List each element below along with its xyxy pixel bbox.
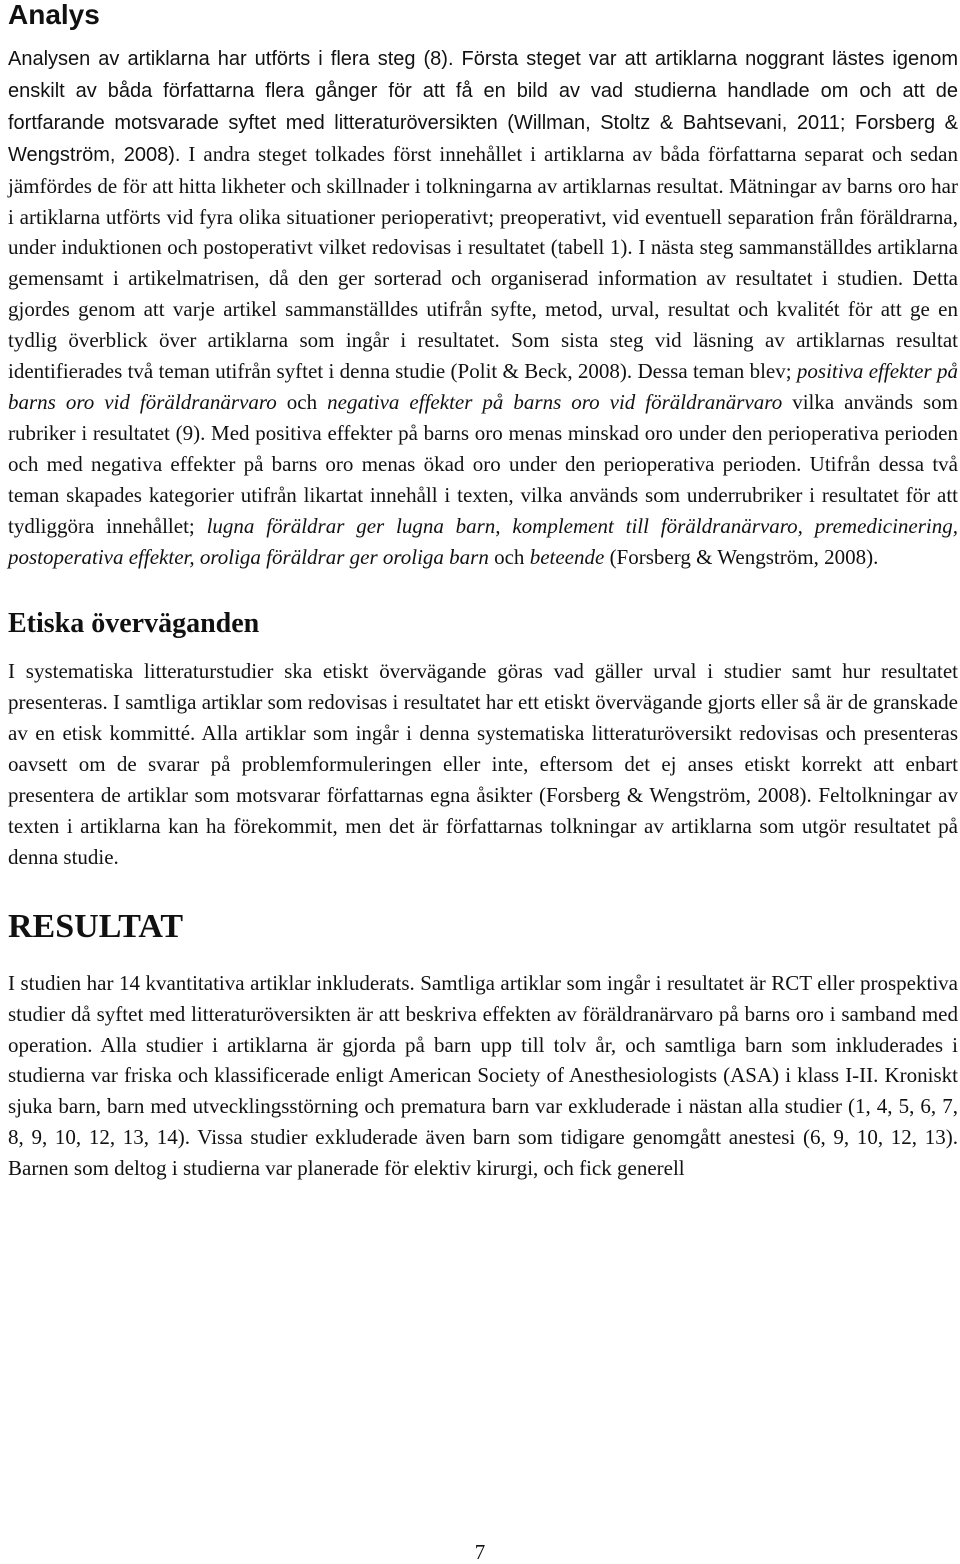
category-last: beteende xyxy=(529,544,605,569)
conjunction: och xyxy=(276,389,328,414)
section-heading-etiska: Etiska överväganden xyxy=(8,608,260,640)
analys-paragraph xyxy=(8,43,958,572)
theme-negative: negativa effekter på barns oro vid föräldranärvaro xyxy=(327,389,783,414)
section-heading-analys: Analys xyxy=(8,0,100,30)
section-heading-resultat: RESULTAT xyxy=(8,907,184,945)
analys-text-sans: Analysen av artiklarna har utförts i flera steg (8). Första steget var att artiklarna noggrant lästes igenom enskilt av båda författarna flera gånger för att få en bild av vad studierna handlade om och att de fortfarande motsvarade syftet med litteraturöversikten (Willman, Stoltz & Bahtsevani, 2011; Forsberg & Wengström, 2008). xyxy=(8,48,958,166)
category-list: lugna föräldrar ger lugna barn, komplement till föräldranärvaro, premedicinering, postoperativa effekter, oroliga föräldrar ger oroliga barn xyxy=(8,513,958,569)
theme-positive: positiva effekter på barns oro vid föräldranärvaro xyxy=(8,359,958,414)
page-number: 7 xyxy=(474,1540,486,1564)
document-page xyxy=(8,0,958,1184)
analys-text-cont: vilka används som rubriker i resultatet (9). Med positiva effekter på barns oro menas minskad oro under den perioperativa perioden och med negativa effekter på barns oro menas ökad oro under den perioperativa perioden. Utifrån dessa två teman skapades kategorier utifrån likartat innehåll i texten, vilka används som underrubriker i resultatet för att tydliggöra innehållet; xyxy=(8,389,958,538)
resultat-paragraph: I studien har 14 kvantitativa artiklar inkluderats. Samtliga artiklar som ingår i resultatet är RCT eller prospektiva studier då syftet med litteraturöversikten är att beskriva effekten av föräldranärvaro på barns oro i samband med operation. Alla studier i artiklarna är gjorda på barn upp till tolv år, och samtliga barn som inkluderades i studierna var friska och klassificerade enligt American Society of Anesthesiologists (ASA) i klass I-II. Kroniskt sjuka barn, barn med utvecklingsstörning och prematura barn var exkluderade i nästan alla studier (1, 4, 5, 6, 7, 8, 9, 10, 12, 13, 14). Vissa studier exkluderade även barn som tidigare genomgått anestesi (6, 9, 10, 12, 13). Barnen som deltog i studierna var planerade för elektiv kirurgi, och fick generell xyxy=(8,970,958,1181)
analys-text-end: (Forsberg & Wengström, 2008). xyxy=(604,544,879,569)
analys-text-serif: I andra steget tolkades först innehållet i artiklarna av båda författarna separat och sedan jämfördes de för att hitta likheter och skillnader i tolkningarna av artiklarnas resultat. Mätningar av barns oro har i artiklarna utförts vid fyra olika situationer perioperativt; preoperativt, vid eventuell separation från föräldrarna, under induktionen och postoperativt vilket redovisas i resultatet (tabell 1). I nästa steg sammanställdes artiklarna gemensamt i artikelmatrisen, då den ger sorterad och organiserad information av resultatet i studien. Detta gjordes genom att varje artikel sammanställdes utifrån syfte, metod, urval, resultat och kvalitét för att ge en tydlig överblick över artiklarna som ingår i resultatet. Som sista steg vid läsning av artiklarnas resultat identifierades två teman utifrån syftet i denna studie (Polit & Beck, 2008). Dessa teman blev; xyxy=(8,141,958,384)
conjunction: och xyxy=(488,544,530,569)
etiska-paragraph: I systematiska litteraturstudier ska etiskt övervägande göras vad gäller urval i studier samt hur resultatet presenteras. I samtliga artiklar som redovisas i resultatet har ett etiskt övervägande gjorts eller så är de granskade av en etisk kommitté. Alla artiklar som ingår i denna systematiska litteraturöversikt redovisas och presenteras oavsett om de svarar på problemformuleringen eller inte, eftersom det ej anses etiskt korrekt att enbart presentera de artiklar som motsvarar författarnas egna åsikter (Forsberg & Wengström, 2008). Feltolkningar av texten i artiklarna kan ha förekommit, men det är författarnas tolkningar av artiklarna som utgör resultatet på denna studie. xyxy=(8,659,958,869)
